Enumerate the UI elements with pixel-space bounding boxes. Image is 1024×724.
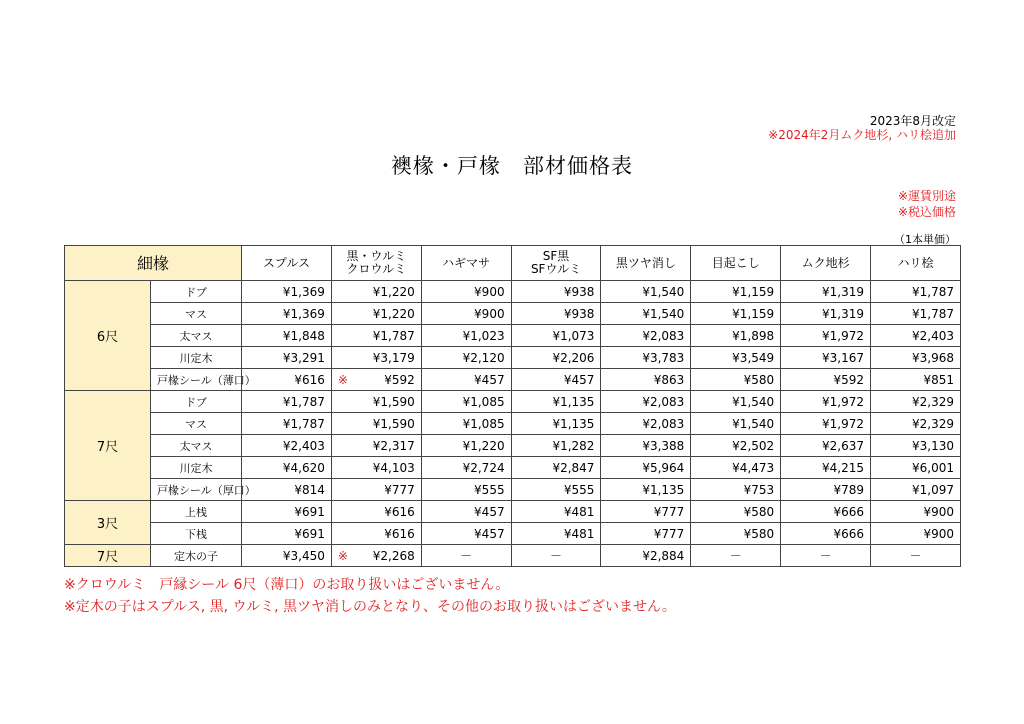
price-cell [781, 457, 871, 479]
price-cell [511, 281, 601, 303]
price-cell [601, 545, 691, 567]
price-value: ¥753 [743, 482, 775, 497]
group-label: 6尺 [65, 281, 151, 391]
price-value: ¥457 [474, 526, 505, 541]
table-row [65, 413, 961, 435]
price-value: ¥457 [563, 372, 595, 387]
price-value: ¥666 [833, 504, 865, 519]
table-row [65, 347, 961, 369]
note-tax: ※税込価格 [897, 205, 956, 219]
price-cell [601, 303, 691, 325]
price-value: ¥1,220 [372, 284, 415, 299]
price-value: ¥900 [474, 284, 505, 299]
item-label: 上桟 [151, 501, 242, 523]
price-value: ¥2,403 [912, 328, 954, 343]
price-value: ¥1,073 [552, 328, 595, 343]
price-value: ¥1,540 [732, 394, 775, 409]
item-label: 川定木 [151, 347, 242, 369]
price-value: ¥2,120 [462, 350, 505, 365]
price-value: ¥1,787 [372, 328, 415, 343]
col-header: 目起こし [691, 246, 781, 281]
price-cell [421, 457, 511, 479]
price-value: － [460, 549, 473, 563]
price-cell [871, 523, 961, 545]
price-cell [421, 303, 511, 325]
price-cell [601, 457, 691, 479]
price-cell [601, 347, 691, 369]
price-value: ¥777 [384, 482, 415, 497]
price-cell [871, 391, 961, 413]
price-cell [331, 523, 421, 545]
price-cell [691, 391, 781, 413]
price-value: ¥1,590 [372, 394, 415, 409]
item-label: 戸椽シール（薄口） [151, 369, 242, 391]
price-value: ¥616 [294, 372, 325, 387]
price-cell [511, 435, 601, 457]
price-cell [691, 523, 781, 545]
price-cell [601, 479, 691, 501]
price-cell [421, 369, 511, 391]
col-header: SF黒 SFウルミ [511, 246, 601, 281]
price-cell [511, 413, 601, 435]
table-row [65, 435, 961, 457]
price-value: ¥1,787 [282, 394, 325, 409]
price-value: ¥580 [743, 504, 775, 519]
price-table [64, 245, 961, 567]
price-cell [781, 479, 871, 501]
price-value: ¥1,319 [822, 284, 865, 299]
price-value: ¥2,847 [552, 460, 595, 475]
price-cell [871, 281, 961, 303]
price-cell [601, 435, 691, 457]
price-cell [601, 369, 691, 391]
price-value: ¥900 [923, 526, 954, 541]
table-row [65, 281, 961, 303]
price-value: ¥2,403 [282, 438, 325, 453]
price-value: ¥1,369 [282, 284, 325, 299]
price-notes [898, 188, 956, 220]
price-cell [691, 347, 781, 369]
price-value: ¥2,083 [642, 328, 685, 343]
price-cell [871, 413, 961, 435]
price-value: － [819, 549, 832, 563]
price-cell [242, 391, 332, 413]
price-cell [871, 545, 961, 567]
table-row [65, 303, 961, 325]
price-value: ¥2,083 [642, 416, 685, 431]
price-value: ¥3,167 [822, 350, 865, 365]
price-cell [781, 281, 871, 303]
price-cell [781, 325, 871, 347]
price-value: ¥3,968 [912, 350, 954, 365]
price-cell [691, 413, 781, 435]
price-value: ¥3,179 [372, 350, 415, 365]
price-value: － [729, 549, 742, 563]
table-row [65, 545, 961, 567]
group-label: 3尺 [65, 501, 151, 545]
price-value: ¥777 [653, 526, 685, 541]
price-cell [421, 545, 511, 567]
col-header: ハギマサ [421, 246, 511, 281]
price-cell [601, 523, 691, 545]
price-value: ¥6,001 [912, 460, 954, 475]
price-value: ¥1,540 [642, 284, 685, 299]
item-label: 太マス [151, 435, 242, 457]
price-value: ¥2,724 [462, 460, 505, 475]
item-label: 川定木 [151, 457, 242, 479]
price-value: ¥1,848 [282, 328, 325, 343]
group-label: 7尺 [65, 391, 151, 501]
price-cell [511, 523, 601, 545]
item-label: 定木の子 [151, 545, 242, 567]
price-cell [781, 523, 871, 545]
price-cell [331, 369, 421, 391]
table-row [65, 523, 961, 545]
price-cell [331, 413, 421, 435]
footnote: ※定木の子はスプルス, 黒, ウルミ, 黒ツヤ消しのみとなり、その他のお取り扱いはございません。 [64, 599, 676, 615]
price-cell [511, 347, 601, 369]
col-header: 黒ツヤ消し [601, 246, 691, 281]
price-value: ¥2,268 [372, 548, 415, 563]
price-value: ¥1,220 [372, 306, 415, 321]
price-value: ¥938 [563, 306, 595, 321]
price-value: ¥616 [384, 504, 415, 519]
price-cell [331, 281, 421, 303]
price-value: ¥481 [563, 504, 595, 519]
price-cell [601, 501, 691, 523]
price-cell [421, 479, 511, 501]
price-cell [871, 369, 961, 391]
price-value: ¥1,085 [462, 416, 505, 431]
item-label: 下桟 [151, 523, 242, 545]
price-value: ¥1,085 [462, 394, 505, 409]
price-cell [421, 347, 511, 369]
price-cell [511, 479, 601, 501]
price-value: ¥555 [474, 482, 505, 497]
item-label: マス [151, 303, 242, 325]
price-cell [242, 435, 332, 457]
price-cell [781, 435, 871, 457]
header-row [65, 246, 961, 281]
price-cell [691, 435, 781, 457]
price-cell [331, 435, 421, 457]
price-cell [511, 501, 601, 523]
corner-label: 細椽 [65, 246, 242, 281]
price-value: ¥1,135 [552, 394, 595, 409]
price-value: ¥2,329 [912, 394, 954, 409]
item-label: マス [151, 413, 242, 435]
price-value: ¥1,540 [732, 416, 775, 431]
price-value: ¥863 [653, 372, 685, 387]
col-header: 黒・ウルミ クロウルミ [331, 246, 421, 281]
footnote: ※クロウルミ 戸縁シール 6尺（薄口）のお取り扱いはございません。 [64, 577, 510, 593]
price-cell [242, 501, 332, 523]
price-cell [242, 281, 332, 303]
table-row [65, 369, 961, 391]
price-cell [242, 545, 332, 567]
price-cell [331, 545, 421, 567]
price-cell [331, 325, 421, 347]
col-header: ハリ桧 [871, 246, 961, 281]
price-value: ¥777 [653, 504, 685, 519]
price-cell [691, 479, 781, 501]
price-cell [781, 391, 871, 413]
price-table-body [65, 281, 961, 567]
price-value: ¥1,898 [732, 328, 775, 343]
price-cell [331, 347, 421, 369]
price-cell [871, 501, 961, 523]
price-cell [601, 325, 691, 347]
price-value: ¥580 [743, 372, 775, 387]
price-cell [511, 391, 601, 413]
price-value: ¥1,972 [822, 328, 865, 343]
price-cell [691, 457, 781, 479]
price-value: ¥789 [833, 482, 865, 497]
price-value: ¥1,159 [732, 284, 775, 299]
price-cell [781, 369, 871, 391]
price-cell [871, 347, 961, 369]
price-value: ¥481 [563, 526, 595, 541]
price-value: ¥814 [294, 482, 325, 497]
price-value: ¥900 [474, 306, 505, 321]
price-value: ¥1,972 [822, 394, 865, 409]
price-cell [691, 369, 781, 391]
item-label: ドブ [151, 281, 242, 303]
price-cell [601, 281, 691, 303]
price-cell [601, 391, 691, 413]
price-cell [781, 413, 871, 435]
price-value: ¥1,159 [732, 306, 775, 321]
price-cell [242, 457, 332, 479]
price-cell [421, 435, 511, 457]
price-value: ¥1,135 [552, 416, 595, 431]
price-cell [421, 413, 511, 435]
price-cell [511, 369, 601, 391]
price-value: ¥457 [474, 504, 505, 519]
price-value: ¥2,329 [912, 416, 954, 431]
note-shipping: ※運賃別途 [897, 189, 956, 203]
price-value: ¥3,388 [642, 438, 685, 453]
table-row [65, 479, 961, 501]
note-mark: ※ [337, 548, 348, 563]
price-cell [421, 391, 511, 413]
price-value: ¥580 [743, 526, 775, 541]
price-cell [691, 303, 781, 325]
price-value: ¥1,972 [822, 416, 865, 431]
price-cell [331, 479, 421, 501]
price-value: ¥851 [923, 372, 954, 387]
price-cell [331, 303, 421, 325]
price-value: ¥3,549 [732, 350, 775, 365]
price-cell [781, 347, 871, 369]
price-value: ¥4,103 [372, 460, 415, 475]
price-cell [242, 347, 332, 369]
price-value: ¥3,783 [642, 350, 685, 365]
price-value: ¥1,540 [642, 306, 685, 321]
price-value: － [550, 549, 563, 563]
price-cell [421, 325, 511, 347]
price-cell [691, 325, 781, 347]
price-cell [331, 501, 421, 523]
price-cell [871, 457, 961, 479]
price-value: ¥3,450 [282, 548, 325, 563]
price-cell [691, 281, 781, 303]
price-cell [331, 457, 421, 479]
price-cell [242, 523, 332, 545]
price-value: ¥666 [833, 526, 865, 541]
price-value: ¥4,215 [822, 460, 865, 475]
price-cell [691, 501, 781, 523]
item-label: 戸椽シール（厚口） [151, 479, 242, 501]
price-cell [242, 303, 332, 325]
price-value: ¥4,473 [732, 460, 775, 475]
price-value: ¥1,135 [642, 482, 685, 497]
col-header: ムク地杉 [781, 246, 871, 281]
price-cell [781, 501, 871, 523]
price-cell [781, 303, 871, 325]
price-value: ¥555 [563, 482, 595, 497]
price-cell [421, 501, 511, 523]
price-value: ¥1,369 [282, 306, 325, 321]
table-row [65, 457, 961, 479]
price-value: ¥592 [833, 372, 865, 387]
price-value: ¥1,220 [462, 438, 505, 453]
table-row [65, 325, 961, 347]
price-value: ¥2,637 [822, 438, 865, 453]
group-label: 7尺 [65, 545, 151, 567]
price-cell [421, 523, 511, 545]
price-value: ¥1,097 [912, 482, 954, 497]
price-value: ¥1,023 [462, 328, 505, 343]
price-value: ¥2,317 [372, 438, 415, 453]
price-value: ¥1,590 [372, 416, 415, 431]
price-value: ¥2,884 [642, 548, 685, 563]
price-value: ¥1,282 [552, 438, 595, 453]
price-cell [871, 325, 961, 347]
price-cell [242, 325, 332, 347]
price-value: ¥900 [923, 504, 954, 519]
price-cell [601, 413, 691, 435]
price-value: ¥1,787 [912, 306, 954, 321]
unit-note: （1本単価） [894, 233, 956, 246]
note-mark: ※ [337, 372, 348, 387]
price-value: ¥5,964 [642, 460, 685, 475]
table-row [65, 501, 961, 523]
item-label: 太マス [151, 325, 242, 347]
price-value: ¥1,787 [282, 416, 325, 431]
page-title: 襖椽・戸椽 部材価格表 [391, 154, 633, 178]
price-value: ¥592 [384, 372, 415, 387]
price-value: ¥2,206 [552, 350, 595, 365]
price-value: ¥4,620 [282, 460, 325, 475]
footnotes [64, 574, 676, 618]
price-cell [871, 435, 961, 457]
price-value: ¥1,787 [912, 284, 954, 299]
price-cell [331, 391, 421, 413]
price-value: ¥691 [294, 504, 325, 519]
price-cell [511, 303, 601, 325]
price-value: ¥457 [474, 372, 505, 387]
price-value: ¥2,083 [642, 394, 685, 409]
price-value: ¥1,319 [822, 306, 865, 321]
revision-date: 2023年8月改定 [869, 114, 956, 128]
price-value: ¥616 [384, 526, 415, 541]
price-value: ¥938 [563, 284, 595, 299]
price-value: ¥3,291 [282, 350, 325, 365]
col-header: スプルス [242, 246, 332, 281]
price-cell [691, 545, 781, 567]
price-value: ¥2,502 [732, 438, 775, 453]
price-cell [511, 457, 601, 479]
price-cell [242, 413, 332, 435]
price-cell [781, 545, 871, 567]
price-value: ¥691 [294, 526, 325, 541]
revision-note: ※2024年2月ムク地杉, ハリ桧追加 [768, 128, 956, 142]
price-cell [511, 325, 601, 347]
price-cell [511, 545, 601, 567]
price-cell [871, 479, 961, 501]
price-cell [421, 281, 511, 303]
table-row [65, 391, 961, 413]
price-value: － [909, 549, 922, 563]
price-value: ¥3,130 [912, 438, 954, 453]
price-cell [871, 303, 961, 325]
item-label: ドブ [151, 391, 242, 413]
